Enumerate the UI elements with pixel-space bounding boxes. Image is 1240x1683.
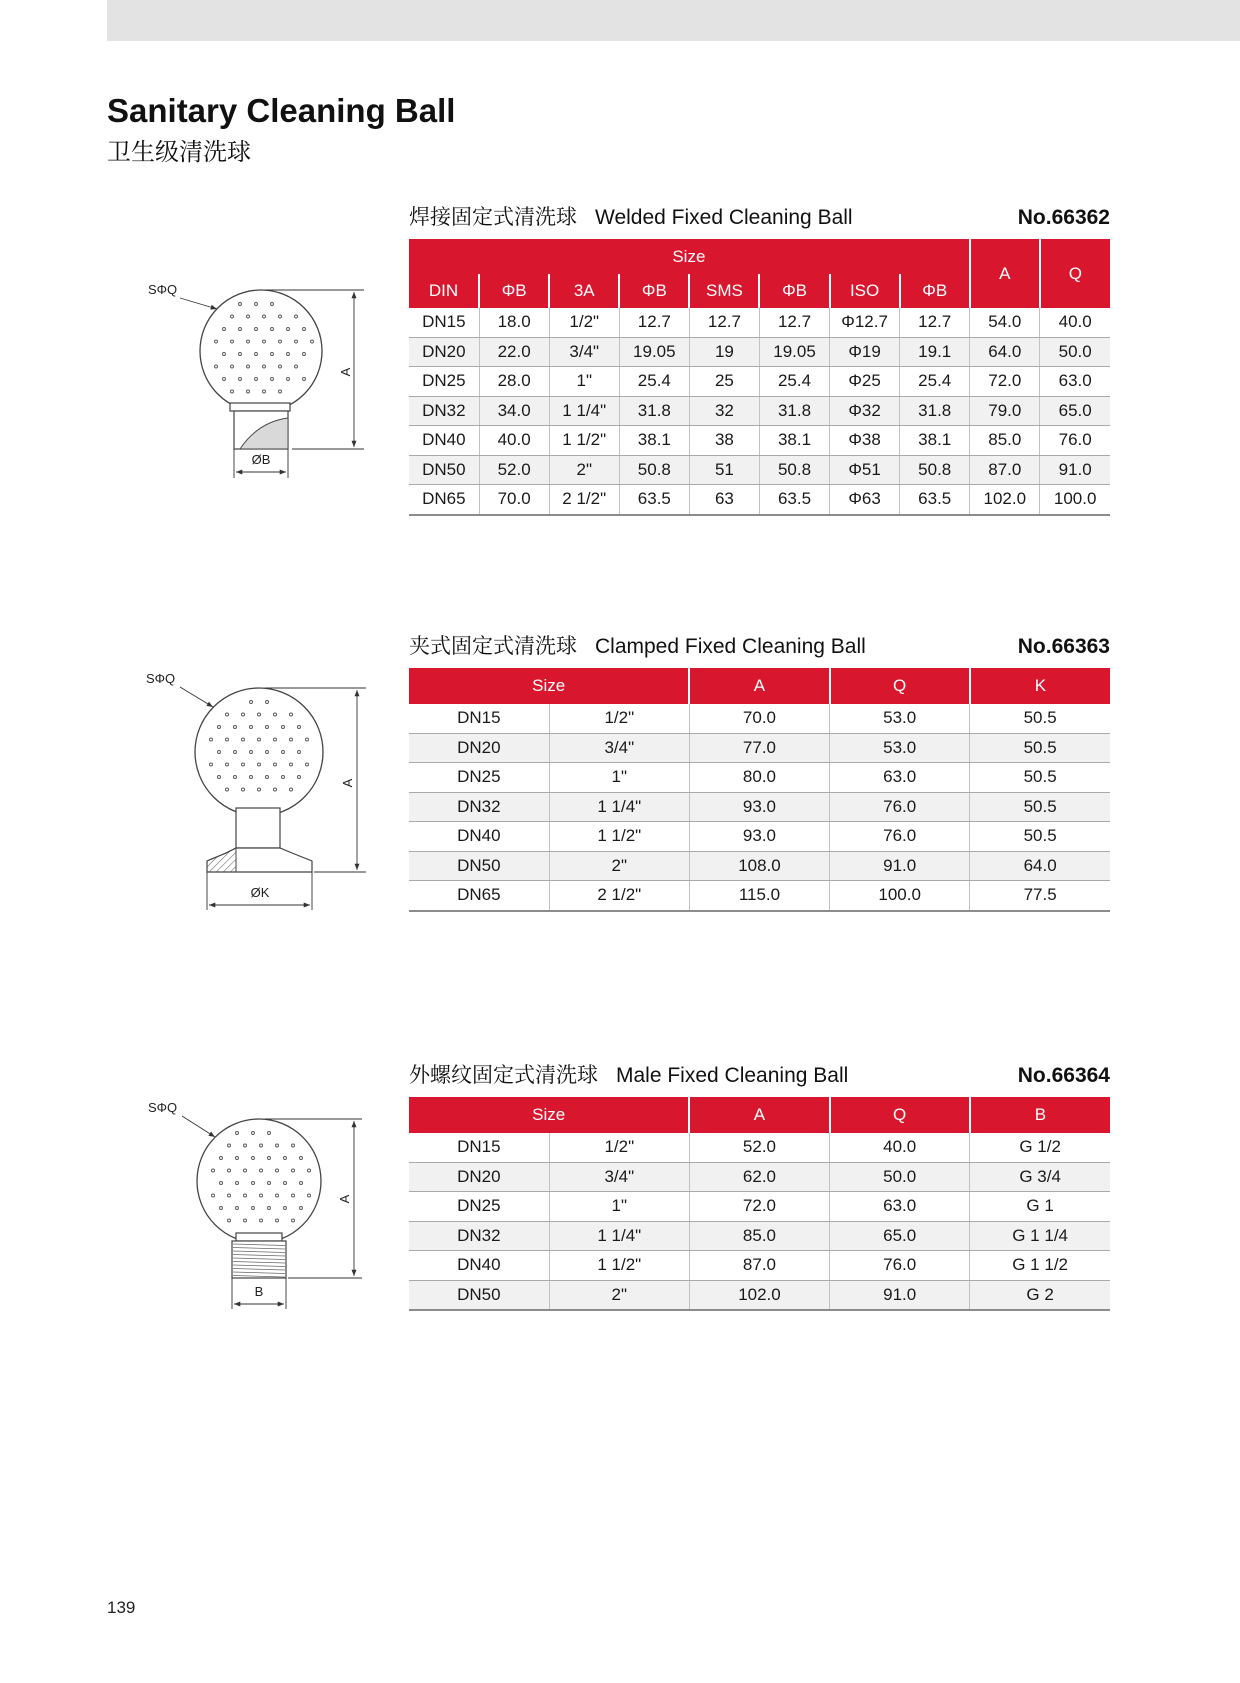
table-header: [409, 239, 1110, 308]
table-cell: 85.0: [970, 426, 1040, 456]
table-cell: 25.4: [900, 367, 970, 397]
ball-sphere: [197, 1119, 321, 1243]
clamped-ball-drawing: [140, 665, 380, 915]
table-cell: 100.0: [830, 881, 970, 911]
section-heading-male: [409, 1063, 1110, 1089]
table-cell: 91.0: [1040, 455, 1110, 485]
table-cell: 12.7: [900, 308, 970, 337]
table-cell: DN15: [409, 704, 549, 733]
table-row: [409, 396, 1110, 426]
table-cell: G 1 1/4: [970, 1221, 1110, 1251]
table-cell: 72.0: [970, 367, 1040, 397]
table-cell: 50.8: [759, 455, 829, 485]
table-cell: 18.0: [479, 308, 549, 337]
table-subheader: SMS: [689, 274, 759, 308]
table-cell: 70.0: [689, 704, 829, 733]
table-cell: 52.0: [479, 455, 549, 485]
table-cell: 63.0: [1040, 367, 1110, 397]
dimension-a-label: A: [340, 778, 355, 788]
table-cell: DN40: [409, 426, 479, 456]
table-cell: 72.0: [689, 1192, 829, 1222]
table-cell: 50.8: [900, 455, 970, 485]
table-cell: DN65: [409, 881, 549, 911]
table-cell: 108.0: [689, 851, 829, 881]
table-cell: 63.5: [900, 485, 970, 515]
table-cell: Φ63: [830, 485, 900, 515]
table-cell: 2 1/2": [549, 881, 689, 911]
section-heading-clamped: [409, 634, 1110, 660]
table-row: [409, 337, 1110, 367]
table-cell: 12.7: [689, 308, 759, 337]
table-cell: DN50: [409, 455, 479, 485]
table-cell: 22.0: [479, 337, 549, 367]
table-row: [409, 1162, 1110, 1192]
table-row: [409, 1280, 1110, 1310]
table-cell: 1 1/4": [549, 396, 619, 426]
table-cell: 76.0: [830, 822, 970, 852]
section-title-cn: 外螺纹固定式清洗球: [409, 1064, 598, 1087]
table-header-col: A: [689, 1097, 829, 1133]
table-cell: 100.0: [1040, 485, 1110, 515]
table-cell: G 1/2: [970, 1133, 1110, 1162]
table-cell: 19.1: [900, 337, 970, 367]
table-cell: 31.8: [900, 396, 970, 426]
table-cell: 25: [689, 367, 759, 397]
table-cell: 63: [689, 485, 759, 515]
dimension-b-label: B: [254, 1284, 264, 1299]
clamp-ferrule: [207, 808, 312, 872]
table-row: [409, 367, 1110, 397]
part-number: No.66363: [1017, 635, 1110, 658]
table-cell: 38.1: [759, 426, 829, 456]
table-cell: DN32: [409, 396, 479, 426]
table-row: [409, 1133, 1110, 1162]
table-cell: 87.0: [689, 1251, 829, 1281]
part-number: No.66364: [1017, 1064, 1110, 1087]
table-cell: 87.0: [970, 455, 1040, 485]
page-subtitle: 卫生级清洗球: [107, 139, 251, 166]
table-cell: 54.0: [970, 308, 1040, 337]
table-cell: 12.7: [759, 308, 829, 337]
table-cell: 91.0: [830, 851, 970, 881]
table-cell: DN15: [409, 308, 479, 337]
table-cell: 1 1/2": [549, 822, 689, 852]
table-cell: 64.0: [970, 337, 1040, 367]
table-cell: DN20: [409, 337, 479, 367]
table-cell: DN32: [409, 1221, 549, 1251]
table-cell: 31.8: [759, 396, 829, 426]
ball-sphere: [195, 688, 323, 816]
table-cell: 50.0: [830, 1162, 970, 1192]
table-cell: 38.1: [900, 426, 970, 456]
table-cell: DN20: [409, 733, 549, 763]
table-cell: 85.0: [689, 1221, 829, 1251]
sphere-label: SΦQ: [148, 282, 178, 297]
table-cell: 38: [689, 426, 759, 456]
dimension-a-label: A: [338, 367, 353, 377]
sphere-leader-line: [180, 298, 217, 309]
table-cell: 40.0: [1040, 308, 1110, 337]
table-row: [409, 455, 1110, 485]
table-cell: 50.5: [970, 792, 1110, 822]
top-bar: [107, 0, 1240, 41]
table-header-col: Q: [830, 668, 970, 704]
table-header-row: [409, 1097, 1110, 1133]
table-cell: G 3/4: [970, 1162, 1110, 1192]
table-cell: 80.0: [689, 763, 829, 793]
table-cell: 2": [549, 455, 619, 485]
table-subheader: ΦB: [759, 274, 829, 308]
table-cell: 3/4": [549, 337, 619, 367]
table-cell: Φ32: [830, 396, 900, 426]
table-cell: 102.0: [970, 485, 1040, 515]
section-heading-welded: [409, 205, 1110, 231]
table-cell: DN50: [409, 1280, 549, 1310]
table-header-col: B: [970, 1097, 1110, 1133]
table-cell: 77.0: [689, 733, 829, 763]
page-number: 139: [107, 1598, 136, 1617]
table-cell: 53.0: [830, 733, 970, 763]
table-header-col: Q: [830, 1097, 970, 1133]
table-cell: 19.05: [759, 337, 829, 367]
table-cell: 2 1/2": [549, 485, 619, 515]
table-cell: 1 1/2": [549, 426, 619, 456]
table-cell: 28.0: [479, 367, 549, 397]
table-subheader: ΦB: [479, 274, 549, 308]
section-title-en: Welded Fixed Cleaning Ball: [595, 206, 853, 229]
table-cell: 2": [549, 851, 689, 881]
table-cell: 65.0: [1040, 396, 1110, 426]
table-body: [409, 308, 1110, 515]
table-subheader: ΦB: [619, 274, 689, 308]
table-cell: 63.5: [759, 485, 829, 515]
table-cell: 25.4: [759, 367, 829, 397]
table-subheader: 3A: [549, 274, 619, 308]
table-cell: 1 1/2": [549, 1251, 689, 1281]
table-header-col: K: [970, 668, 1110, 704]
table-header-row: [409, 239, 1110, 274]
table-cell: DN20: [409, 1162, 549, 1192]
sphere-label: SΦQ: [146, 671, 176, 686]
table-cell: 32: [689, 396, 759, 426]
table-cell: 50.5: [970, 822, 1110, 852]
table-cell: DN25: [409, 367, 479, 397]
table-subheader: DIN: [409, 274, 479, 308]
table-cell: 93.0: [689, 822, 829, 852]
table-cell: DN25: [409, 1192, 549, 1222]
table-cell: 2": [549, 1280, 689, 1310]
table-cell: 34.0: [479, 396, 549, 426]
ball-sphere: [200, 290, 322, 412]
table-cell: 50.5: [970, 763, 1110, 793]
table-cell: 91.0: [830, 1280, 970, 1310]
table-cell: 50.0: [1040, 337, 1110, 367]
table-row: [409, 822, 1110, 852]
table-cell: G 1: [970, 1192, 1110, 1222]
table-cell: 63.0: [830, 1192, 970, 1222]
table-row: [409, 763, 1110, 793]
table-cell: Φ25: [830, 367, 900, 397]
section-title: [409, 634, 866, 660]
table-header-size: Size: [409, 668, 689, 704]
table-header-col: A: [689, 668, 829, 704]
table-cell: 50.5: [970, 733, 1110, 763]
table-cell: DN32: [409, 792, 549, 822]
table-cell: 12.7: [619, 308, 689, 337]
table-cell: 52.0: [689, 1133, 829, 1162]
table-cell: 63.5: [619, 485, 689, 515]
table-cell: 76.0: [830, 792, 970, 822]
table-cell: Φ19: [830, 337, 900, 367]
table-cell: 31.8: [619, 396, 689, 426]
section-title-cn: 焊接固定式清洗球: [409, 206, 577, 229]
table-cell: 1/2": [549, 1133, 689, 1162]
welded-size-table: [409, 239, 1110, 516]
table-cell: 76.0: [1040, 426, 1110, 456]
section-title-en: Male Fixed Cleaning Ball: [616, 1064, 849, 1087]
table-cell: DN65: [409, 485, 479, 515]
table-cell: 1": [549, 1192, 689, 1222]
section-title-en: Clamped Fixed Cleaning Ball: [595, 635, 866, 658]
table-header-size: Size: [409, 1097, 689, 1133]
table-cell: 1 1/4": [549, 1221, 689, 1251]
table-cell: 102.0: [689, 1280, 829, 1310]
table-cell: G 1 1/2: [970, 1251, 1110, 1281]
table-cell: 93.0: [689, 792, 829, 822]
dimension-a-label: A: [337, 1194, 352, 1204]
table-cell: 50.5: [970, 704, 1110, 733]
table-cell: 25.4: [619, 367, 689, 397]
table-cell: 40.0: [479, 426, 549, 456]
table-row: [409, 426, 1110, 456]
table-cell: 65.0: [830, 1221, 970, 1251]
table-cell: 62.0: [689, 1162, 829, 1192]
weld-neck: [230, 403, 290, 449]
table-header-col: A: [970, 239, 1040, 308]
table-cell: 64.0: [970, 851, 1110, 881]
table-row: [409, 1221, 1110, 1251]
clamped-size-table: [409, 668, 1110, 912]
dimension-k-label: ØK: [250, 885, 270, 900]
table-cell: Φ12.7: [830, 308, 900, 337]
table-cell: 53.0: [830, 704, 970, 733]
table-cell: 19: [689, 337, 759, 367]
table-cell: DN40: [409, 822, 549, 852]
table-cell: DN50: [409, 851, 549, 881]
section-title: [409, 1063, 848, 1089]
table-body: [409, 1133, 1110, 1310]
table-row: [409, 308, 1110, 337]
table-row: [409, 1192, 1110, 1222]
table-cell: 3/4": [549, 733, 689, 763]
table-cell: 40.0: [830, 1133, 970, 1162]
table-row: [409, 851, 1110, 881]
sphere-leader-line: [180, 687, 213, 707]
page-title: Sanitary Cleaning Ball: [107, 92, 456, 129]
table-cell: DN15: [409, 1133, 549, 1162]
table-row: [409, 1251, 1110, 1281]
table-cell: 63.0: [830, 763, 970, 793]
table-row: [409, 704, 1110, 733]
table-cell: 77.5: [970, 881, 1110, 911]
threaded-stem: [232, 1233, 286, 1278]
table-cell: 51: [689, 455, 759, 485]
table-cell: 76.0: [830, 1251, 970, 1281]
table-cell: Φ51: [830, 455, 900, 485]
part-number: No.66362: [1017, 206, 1110, 229]
table-cell: Φ38: [830, 426, 900, 456]
table-cell: 50.8: [619, 455, 689, 485]
table-row: [409, 733, 1110, 763]
table-cell: DN25: [409, 763, 549, 793]
table-row: [409, 485, 1110, 515]
male-ball-drawing: [140, 1095, 380, 1315]
table-cell: 70.0: [479, 485, 549, 515]
table-subheader: ΦB: [900, 274, 970, 308]
table-cell: 1": [549, 763, 689, 793]
table-cell: 1/2": [549, 308, 619, 337]
table-header-col: Q: [1040, 239, 1110, 308]
table-subheader: ISO: [830, 274, 900, 308]
table-cell: 3/4": [549, 1162, 689, 1192]
sphere-label: SΦQ: [148, 1100, 178, 1115]
table-cell: 1": [549, 367, 619, 397]
table-cell: DN40: [409, 1251, 549, 1281]
section-title: [409, 205, 853, 231]
table-row: [409, 792, 1110, 822]
table-header: [409, 668, 1110, 704]
table-cell: 19.05: [619, 337, 689, 367]
table-row: [409, 881, 1110, 911]
table-header-row: [409, 668, 1110, 704]
section-title-cn: 夹式固定式清洗球: [409, 635, 577, 658]
welded-ball-drawing: [140, 272, 380, 487]
table-cell: 79.0: [970, 396, 1040, 426]
table-header: [409, 1097, 1110, 1133]
male-size-table: [409, 1097, 1110, 1311]
table-body: [409, 704, 1110, 911]
sphere-leader-line: [182, 1116, 215, 1137]
table-cell: 1/2": [549, 704, 689, 733]
table-cell: 1 1/4": [549, 792, 689, 822]
table-cell: 38.1: [619, 426, 689, 456]
table-header-size: Size: [409, 239, 970, 274]
table-cell: G 2: [970, 1280, 1110, 1310]
table-cell: 115.0: [689, 881, 829, 911]
dimension-b-label: ØB: [251, 452, 271, 467]
